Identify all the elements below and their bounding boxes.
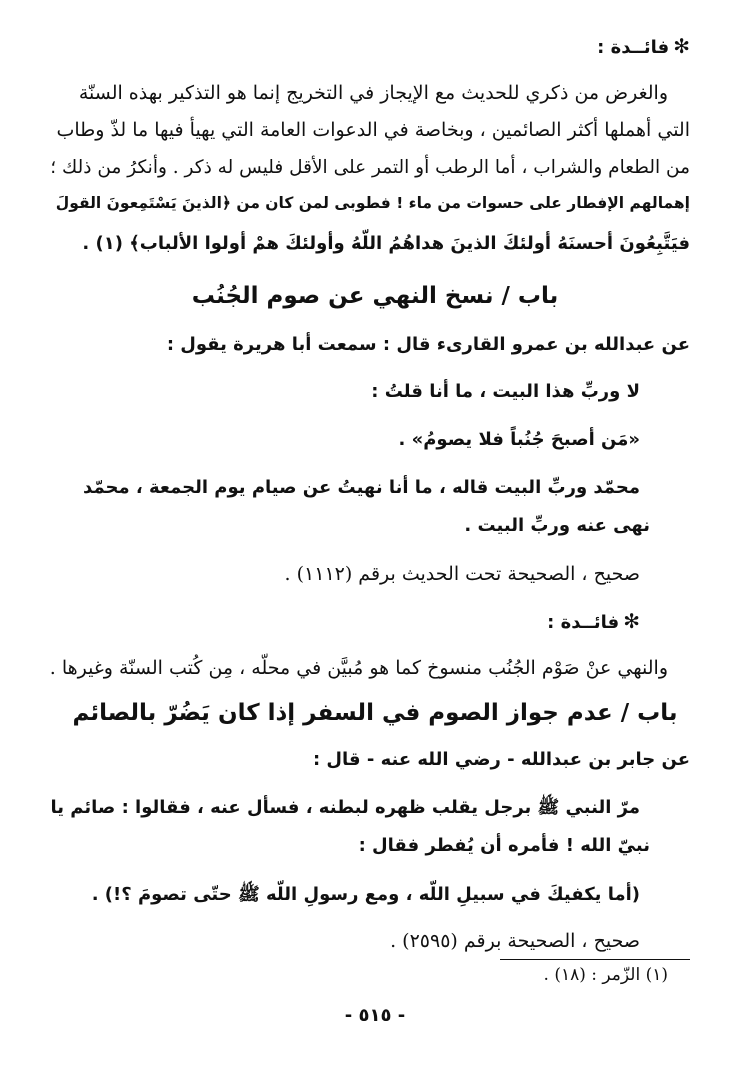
hadith-quote: «مَن أصبحَ جُنُباً فلا يصومُ» . — [398, 429, 640, 450]
section-heading: باب / عدم جواز الصوم في السفر إذا كان يَضُرّ بالصائم — [72, 700, 678, 726]
paragraph-line: من الطعام والشراب ، أما الرطب أو التمر على الأقل فليس له ذكر . وأنكرُ من ذلك ؛ — [50, 157, 690, 178]
hadith-grading: صحيح ، الصحيحة برقم (٢٥٩٥) . — [390, 930, 640, 952]
hadith-text: نهى عنه وربِّ البيت . — [464, 515, 650, 536]
page-number: - ٥١٥ - — [344, 1005, 406, 1026]
asterisk-icon: ✻ — [623, 609, 640, 633]
note-text: والنهي عنْ صَوْم الجُنُب منسوخ كما هو مُبيَّن في محلّه ، مِن كُتب السنّة وغيرها . — [49, 657, 668, 679]
paragraph-line: التي أهملها أكثر الصائمين ، وبخاصة في الدعوات العامة التي يهيأ فيها ما لذّ وطاب — [56, 119, 690, 141]
hadith-text: محمّد وربِّ البيت قاله ، ما أنا نهيتُ عن صيام يوم الجمعة ، محمّد — [83, 477, 640, 498]
hadith-narrator: عن جابر بن عبدالله - رضي الله عنه - قال : — [312, 749, 690, 770]
paragraph-line: والغرض من ذكري للحديث مع الإيجاز في التخريج إنما هو التذكير بهذه السنّة — [78, 82, 668, 104]
footnote-divider — [500, 959, 690, 960]
note-label: ✻فائــدة : — [547, 609, 640, 633]
hadith-narrator: عن عبدالله بن عمرو القارىء قال : سمعت أبا هريرة يقول : — [166, 334, 690, 355]
hadith-text: مرّ النبي ﷺ برجل يقلب ظهره لبطنه ، فسأل عنه ، فقالوا : صائم يا — [50, 797, 640, 818]
paragraph-line: فيَتَّبِعُونَ أحسنَهُ أولئكَ الذينَ هداهُمُ اللّهُ وأولئكَ همْ أولوا الألباب﴾ (١) . — [82, 233, 690, 254]
asterisk-icon: ✻ — [673, 34, 690, 58]
note-label: ✻فائــدة : — [597, 34, 690, 58]
hadith-text: لا وربِّ هذا البيت ، ما أنا قلتُ : — [371, 381, 640, 402]
paragraph-line: إهمالهم الإفطار على حسوات من ماء ! فطوبى لمن كان من ﴿الذينَ يَسْتَمِعونَ القولَ — [55, 194, 690, 212]
hadith-quote: (أما يكفيكَ في سبيلِ اللّه ، ومع رسولِ اللّه ﷺ حتّى تصومَ ؟!) . — [91, 884, 640, 905]
hadith-grading: صحيح ، الصحيحة تحت الحديث برقم (١١١٢) . — [284, 563, 640, 585]
hadith-text: نبيّ الله ! فأمره أن يُفطر فقال : — [358, 835, 650, 856]
section-heading: باب / نسخ النهي عن صوم الجُنُب — [191, 283, 559, 309]
footnote: (١) الزّمر : (١٨) . — [543, 965, 668, 985]
